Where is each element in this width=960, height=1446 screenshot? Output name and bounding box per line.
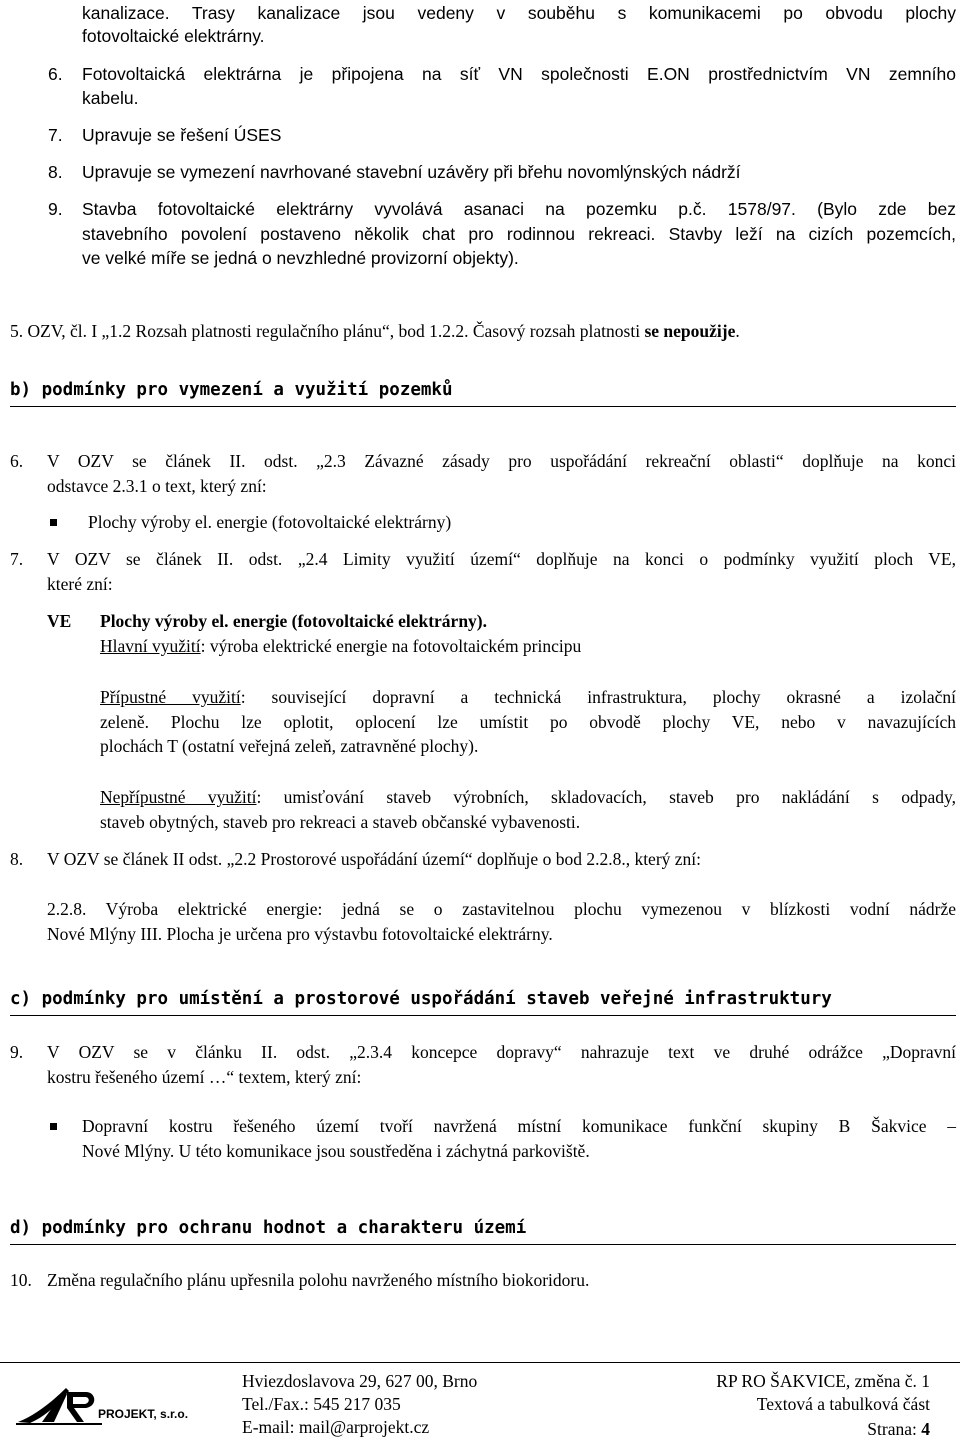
square-bullet-icon [50, 519, 57, 526]
paragraph-line: Stavba fotovoltaické elektrárny vyvolává asanaci na pozemku p.č. 1578/97. (Bylo zde bez [82, 199, 956, 219]
label-hlavni: Hlavní využití [100, 636, 201, 656]
heading-text: d) podmínky pro ochranu hodnot a charakteru území [10, 1218, 527, 1238]
item-number: 6. [48, 64, 63, 84]
section-heading-b [10, 376, 956, 407]
paragraph-line: kanalizace. Trasy kanalizace jsou vedeny v souběhu s komunikacemi po obvodu plochy [82, 3, 956, 23]
paragraph-line: V OZV se článek II. odst. „2.3 Závazné zásady pro uspořádání rekreační oblasti“ doplňuje na konci [47, 451, 956, 471]
paragraph-line: V OZV se článek II. odst. „2.4 Limity využití území“ doplňuje na konci o podmínky využití ploch VE, [47, 549, 956, 569]
section-heading-c [10, 985, 956, 1016]
paragraph-line: fotovoltaické elektrárny. [82, 26, 265, 46]
paragraph-line: kostru řešeného území …“ textem, který zní: [47, 1067, 362, 1087]
footer-doc-title: RP RO ŠAKVICE, změna č. 1 [716, 1371, 930, 1391]
item-number: 9. [48, 199, 63, 219]
paragraph-line: kabelu. [82, 88, 139, 108]
paragraph-line: zeleně. Plochu lze oplotit, oplocení lze umístit po obvodě plochy VE, nebo v navazujících [100, 712, 956, 732]
text-span: : výroba elektrické energie na fotovoltaickém principu [200, 636, 582, 656]
item-number: 6. [10, 451, 24, 471]
page-label: Strana: [867, 1419, 917, 1439]
paragraph-line: Upravuje se vymezení navrhované stavební uzávěry při břehu novomlýnských nádrží [82, 162, 741, 182]
text-span: 5. OZV, čl. I „1.2 Rozsah platnosti regulačního plánu“, bod 1.2.2. Časový rozsah platnosti [10, 321, 645, 341]
heading-text: b) podmínky pro vymezení a využití pozemků [10, 380, 453, 400]
paragraph-line: V OZV se článek II odst. „2.2 Prostorové uspořádání území“ doplňuje o bod 2.2.8., který zní: [47, 849, 702, 869]
company-logo [12, 1380, 212, 1430]
ve-code: VE [47, 611, 72, 631]
paragraph-line [100, 789, 956, 807]
paragraph-line: stavebního povolení postaveno několik chat pro rodinnou rekreaci. Stavby leží na cizích pozemcích, [82, 224, 956, 244]
page-number: 4 [921, 1419, 930, 1439]
footer-doc-subtitle: Textová a tabulková část [756, 1394, 930, 1414]
paragraph-line [100, 689, 956, 707]
ve-title: Plochy výroby el. energie (fotovoltaické elektrárny). [100, 611, 488, 631]
paragraph-line: V OZV se v článku II. odst. „2.3.4 koncepce dopravy“ nahrazuje text ve druhé odrážce „Dopravní [47, 1042, 956, 1062]
text-span: : umisťování staveb výrobních, skladovacích, staveb pro nakládání s odpady, [256, 787, 956, 807]
item-number: 10. [10, 1270, 32, 1290]
item-number: 7. [10, 549, 24, 569]
paragraph-line: Nové Mlýny III. Plocha je určena pro výstavbu fotovoltaické elektrárny. [47, 924, 553, 944]
footer-page [867, 1421, 930, 1439]
text-span: : související dopravní a technická infrastruktura, plochy okrasné a izolační [240, 687, 956, 707]
label-nepripustne: Nepřípustné využití [100, 787, 257, 807]
paragraph-line [10, 323, 740, 341]
footer-email: E-mail: mail@arprojekt.cz [242, 1417, 430, 1437]
bullet-text: Dopravní kostru řešeného území tvoří navržená místní komunikace funkční skupiny B Šakvice – [82, 1116, 956, 1136]
item-number: 8. [10, 849, 24, 869]
footer-divider [0, 1362, 960, 1363]
paragraph-line [100, 638, 581, 656]
paragraph-line: Změna regulačního plánu upřesnila polohu navrženého místního biokoridoru. [47, 1270, 590, 1290]
footer-address: Hviezdoslavova 29, 627 00, Brno [242, 1371, 478, 1391]
square-bullet-icon [50, 1123, 57, 1130]
paragraph-line: 2.2.8. Výroba elektrické energie: jedná se o zastavitelnou plochu vymezenou v blízkosti vodní nádrže [47, 899, 956, 919]
logo-text: PROJEKT, s.r.o. [98, 1407, 189, 1421]
item-number: 7. [48, 125, 63, 145]
item-number: 8. [48, 162, 63, 182]
label-pripustne: Přípustné využití [100, 687, 241, 707]
paragraph-line: plochách T (ostatní veřejná zeleň, zatravněné plochy). [100, 736, 479, 756]
paragraph-line: které zní: [47, 574, 113, 594]
paragraph-line: Fotovoltaická elektrárna je připojena na síť VN společnosti E.ON prostřednictvím VN zemního [82, 64, 956, 84]
paragraph-line: staveb obytných, staveb pro rekreaci a staveb občanské vybavenosti. [100, 812, 581, 832]
paragraph-line: Upravuje se řešení ÚSES [82, 125, 282, 145]
ar-logo-icon [12, 1380, 212, 1430]
section-heading-d [10, 1214, 956, 1245]
heading-text: c) podmínky pro umístění a prostorové uspořádání staveb veřejné infrastruktury [10, 989, 832, 1009]
footer-phone: Tel./Fax.: 545 217 035 [242, 1394, 401, 1414]
paragraph-line: odstavce 2.3.1 o text, který zní: [47, 476, 267, 496]
bullet-text: Plochy výroby el. energie (fotovoltaické elektrárny) [88, 512, 452, 532]
bullet-text: Nové Mlýny. U této komunikace jsou soustředěna i záchytná parkoviště. [82, 1141, 590, 1161]
paragraph-line: ve velké míře se jedná o nevzhledné provizorní objekty). [82, 248, 519, 268]
bold-text: se nepoužije [644, 321, 736, 341]
item-number: 9. [10, 1042, 24, 1062]
text-span: . [735, 321, 740, 341]
